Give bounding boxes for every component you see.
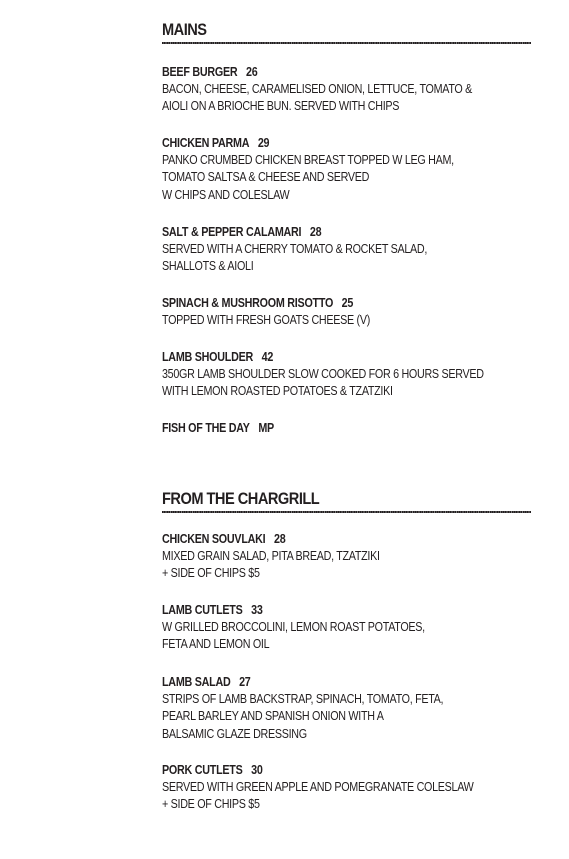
item-title [162,64,472,81]
item-description: PANKO CRUMBED CHICKEN BREAST TOPPED W LEG HAM, [162,153,454,167]
item-name: LAMB SHOULDER [162,350,254,364]
item-price: 28 [309,225,322,239]
menu-item-chicken-souvlaki [162,531,415,583]
item-name: SPINACH & MUSHROOM RISOTTO [162,296,334,310]
item-price: 33 [251,603,263,617]
section-from-the-chargrill [162,489,531,513]
item-price: 29 [257,136,270,150]
item-title [162,420,274,437]
item-price: 26 [246,65,258,79]
section-divider [162,511,531,513]
item-description: MIXED GRAIN SALAD, PITA BREAD, TZATZIKI [162,549,380,563]
menu-item-salt-pepper-calamari [162,224,470,276]
menu-item-beef-burger [162,64,522,116]
item-name: BEEF BURGER [162,65,238,79]
item-description: FETA AND LEMON OIL [162,637,270,652]
item-description: 350GR LAMB SHOULDER SLOW COOKED FOR 6 HOURS SERVED [162,367,484,381]
item-description: PEARL BARLEY AND SPANISH ONION WITH A [162,709,384,724]
item-description: TOMATO SALTSA & CHEESE AND SERVED [162,170,370,185]
item-title [162,674,443,691]
item-price: 25 [341,296,354,310]
item-title [162,349,484,366]
item-description: W GRILLED BROCCOLINI, LEMON ROAST POTATOES, [162,620,425,634]
section-title-chargrill: FROM THE CHARGRILL [162,489,320,508]
item-name: CHICKEN SOUVLAKI [162,532,266,546]
menu-item-spinach-mushroom-risotto [162,295,404,329]
item-title [162,531,380,548]
item-description: + SIDE OF CHIPS $5 [162,797,260,812]
menu-item-fish-of-the-day [162,420,292,437]
menu-item-lamb-shoulder [162,349,536,401]
item-name: SALT & PEPPER CALAMARI [162,225,302,239]
item-description: WITH LEMON ROASTED POTATOES & TZATZIKI [162,384,393,399]
item-price: 42 [261,350,274,364]
section-divider [162,42,531,44]
item-description: W CHIPS AND COLESLAW [162,187,290,202]
item-description: TOPPED WITH FRESH GOATS CHEESE (V) [162,313,370,327]
item-name: FISH OF THE DAY [162,421,250,435]
item-description: SHALLOTS & AIOLI [162,259,254,274]
item-name: LAMB CUTLETS [162,603,243,617]
item-description: + SIDE OF CHIPS $5 [162,566,260,581]
item-description: SERVED WITH A CHERRY TOMATO & ROCKET SALAD, [162,242,428,256]
item-name: CHICKEN PARMA [162,136,250,150]
item-description: BALSAMIC GLAZE DRESSING [162,726,307,741]
item-description: STRIPS OF LAMB BACKSTRAP, SPINACH, TOMATO, FETA, [162,692,444,706]
menu-item-lamb-cutlets [162,602,468,654]
item-title [162,135,454,152]
item-price: 30 [251,763,263,777]
item-name: PORK CUTLETS [162,763,243,777]
item-description: SERVED WITH GREEN APPLE AND POMEGRANATE COLESLAW [162,780,474,794]
menu-item-lamb-salad [162,674,489,743]
item-price: 27 [239,675,251,689]
item-title [162,762,474,779]
item-title [162,224,427,241]
menu-item-chicken-parma [162,135,501,204]
item-price: 28 [273,532,286,546]
item-description: AIOLI ON A BRIOCHE BUN. SERVED WITH CHIPS [162,99,400,114]
item-name: LAMB SALAD [162,675,231,689]
item-price: MP [258,421,274,435]
item-title [162,295,370,312]
section-mains [162,20,531,44]
item-description: BACON, CHEESE, CARAMELISED ONION, LETTUCE, TOMATO & [162,82,473,96]
item-title [162,602,425,619]
menu-item-pork-cutlets [162,762,524,814]
section-title-mains: MAINS [162,20,207,39]
